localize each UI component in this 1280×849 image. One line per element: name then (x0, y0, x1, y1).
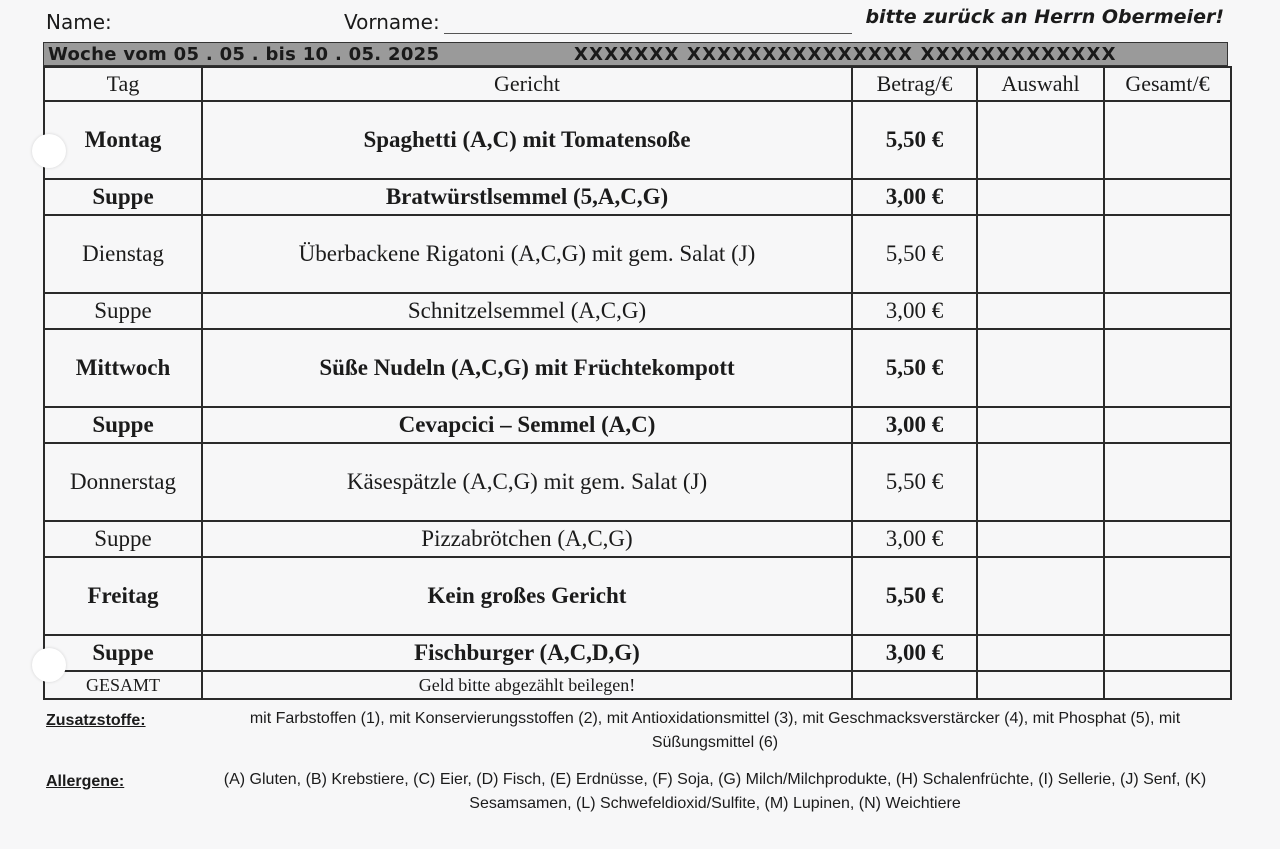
table-row (44, 101, 1231, 179)
tag-cell: Dienstag (44, 215, 202, 293)
allergene-label: Allergene: (46, 773, 125, 790)
gericht-cell: Bratwürstlsemmel (5,A,C,G) (202, 179, 852, 215)
table-row (44, 329, 1231, 407)
column-header-betrag: Betrag/€ (852, 67, 977, 101)
zusatzstoffe-text: mit Farbstoffen (1), mit Konservierungsstoffen (2), mit Antioxidationsmittel (3), mit Geschmacksverstärcker (4), mit Phosphat (5), mit Süßungsmittel (6) (249, 710, 1181, 751)
gericht-cell: Käsespätzle (A,C,G) mit gem. Salat (J) (202, 443, 852, 521)
allergene-text: (A) Gluten, (B) Krebstiere, (C) Eier, (D) Fisch, (E) Erdnüsse, (F) Soja, (G) Milch/Milchprodukte, (H) Schalenfrüchte, (I) Sellerie, (J) Senf, (K) Sesamsamen, (L) Schwefeldioxid/Sulfite, (M) Lupinen, (N) Weichtiere (223, 771, 1207, 812)
auswahl-cell[interactable] (977, 521, 1104, 557)
betrag-cell: 5,50 € (852, 557, 977, 635)
table-row (44, 215, 1231, 293)
auswahl-cell[interactable] (977, 329, 1104, 407)
gesamt-cell[interactable] (1104, 179, 1231, 215)
auswahl-cell[interactable] (977, 179, 1104, 215)
gesamt-cell[interactable] (1104, 443, 1231, 521)
column-header-gesamt: Gesamt/€ (1104, 67, 1231, 101)
total-label: GESAMT (44, 671, 202, 699)
total-row (44, 671, 1231, 699)
tag-cell: Suppe (44, 407, 202, 443)
zusatzstoffe-label: Zusatzstoffe: (46, 712, 146, 729)
auswahl-cell[interactable] (977, 443, 1104, 521)
column-header-tag: Tag (44, 67, 202, 101)
auswahl-cell[interactable] (977, 557, 1104, 635)
auswahl-cell[interactable] (977, 293, 1104, 329)
tag-cell: Mittwoch (44, 329, 202, 407)
betrag-cell: 3,00 € (852, 521, 977, 557)
total-note: Geld bitte abgezählt beilegen! (202, 671, 852, 699)
tag-cell: Suppe (44, 179, 202, 215)
gericht-cell: Kein großes Gericht (202, 557, 852, 635)
auswahl-cell[interactable] (977, 101, 1104, 179)
tag-cell: Montag (44, 101, 202, 179)
betrag-cell: 3,00 € (852, 293, 977, 329)
tag-cell: Donnerstag (44, 443, 202, 521)
gericht-cell: Schnitzelsemmel (A,C,G) (202, 293, 852, 329)
total-auswahl-cell[interactable] (977, 671, 1104, 699)
gesamt-cell[interactable] (1104, 407, 1231, 443)
gesamt-cell[interactable] (1104, 521, 1231, 557)
name-label: Name: (46, 10, 112, 34)
betrag-cell: 5,50 € (852, 329, 977, 407)
vorname-label: Vorname: (344, 10, 440, 34)
auswahl-cell[interactable] (977, 215, 1104, 293)
vorname-line (444, 33, 852, 34)
betrag-cell: 3,00 € (852, 635, 977, 671)
table-row (44, 407, 1231, 443)
menu-table (43, 66, 1232, 700)
total-betrag-cell (852, 671, 977, 699)
punch-hole (32, 134, 66, 168)
column-header-auswahl: Auswahl (977, 67, 1104, 101)
gesamt-cell[interactable] (1104, 293, 1231, 329)
table-row (44, 557, 1231, 635)
gericht-cell: Überbackene Rigatoni (A,C,G) mit gem. Salat (J) (202, 215, 852, 293)
total-gesamt-cell[interactable] (1104, 671, 1231, 699)
gesamt-cell[interactable] (1104, 329, 1231, 407)
auswahl-cell[interactable] (977, 635, 1104, 671)
return-note: bitte zurück an Herrn Obermeier! (865, 6, 1224, 28)
column-header-gericht: Gericht (202, 67, 852, 101)
week-bar (43, 42, 1228, 66)
betrag-cell: 3,00 € (852, 179, 977, 215)
tag-cell: Suppe (44, 635, 202, 671)
gericht-cell: Cevapcici – Semmel (A,C) (202, 407, 852, 443)
betrag-cell: 3,00 € (852, 407, 977, 443)
table-row (44, 443, 1231, 521)
betrag-cell: 5,50 € (852, 101, 977, 179)
gesamt-cell[interactable] (1104, 215, 1231, 293)
tag-cell: Suppe (44, 521, 202, 557)
table-row (44, 521, 1231, 557)
gericht-cell: Fischburger (A,C,D,G) (202, 635, 852, 671)
auswahl-cell[interactable] (977, 407, 1104, 443)
table-row (44, 179, 1231, 215)
table-row (44, 635, 1231, 671)
punch-hole (32, 648, 66, 682)
betrag-cell: 5,50 € (852, 443, 977, 521)
gericht-cell: Pizzabrötchen (A,C,G) (202, 521, 852, 557)
table-row (44, 293, 1231, 329)
tag-cell: Freitag (44, 557, 202, 635)
gericht-cell: Spaghetti (A,C) mit Tomatensoße (202, 101, 852, 179)
table-header-row (44, 67, 1231, 101)
betrag-cell: 5,50 € (852, 215, 977, 293)
tag-cell: Suppe (44, 293, 202, 329)
week-range: Woche vom 05 . 05 . bis 10 . 05. 2025 (48, 44, 440, 65)
gesamt-cell[interactable] (1104, 635, 1231, 671)
gesamt-cell[interactable] (1104, 557, 1231, 635)
gesamt-cell[interactable] (1104, 101, 1231, 179)
gericht-cell: Süße Nudeln (A,C,G) mit Früchtekompott (202, 329, 852, 407)
redacted-text: XXXXXXX XXXXXXXXXXXXXXX XXXXXXXXXXXXX (574, 44, 1117, 65)
